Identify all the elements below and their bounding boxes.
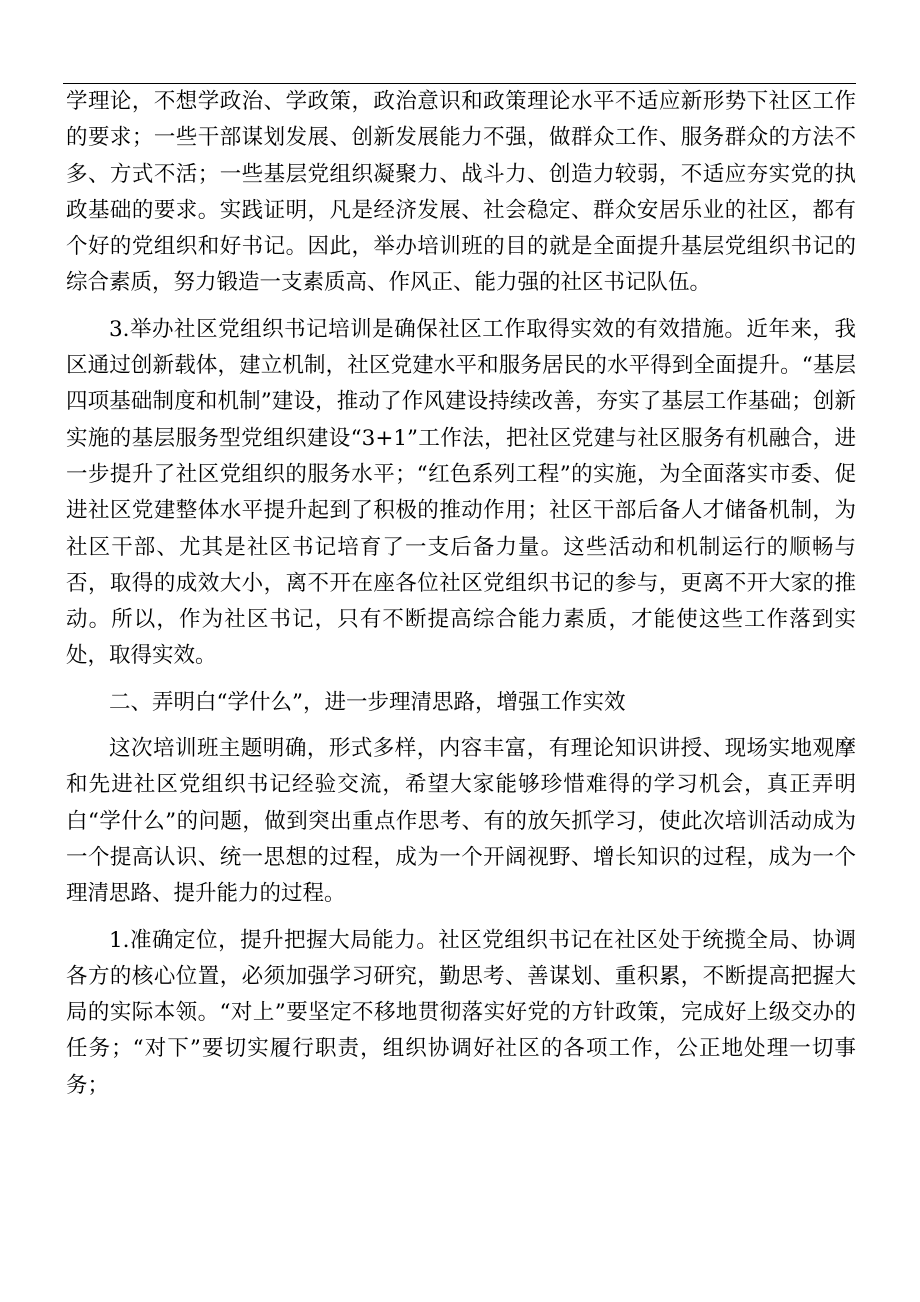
paragraph-section-intro: 这次培训班主题明确，形式多样，内容丰富，有理论知识讲授、现场实地观摩和先进社区党组织书记经验交流，希望大家能够珍惜难得的学习机会，真正弄明白“学什么”的问题，做到突出重点作思考、有的放矢抓学习，使此次培训活动成为一个提高认识、统一思想的过程，成为一个开阔视野、增长知识的过程，成为一个理清思路、提升能力的过程。	[66, 736, 856, 907]
paragraph-item-3: 3.举办社区党组织书记培训是确保社区工作取得实效的有效措施。近年来，我区通过创新载体，建立机制，社区党建水平和服务居民的水平得到全面提升。“基层四项基础制度和机制”建设，推动了作风建设持续改善，夯实了基层工作基础；创新实施的基层服务型党组织建设“3+1”工作法，把社区党建与社区服务有机融合，进一步提升了社区党组织的服务水平；“红色系列工程”的实施，为全面落实市委、促进社区党建整体水平提升起到了积极的推动作用；社区干部后备人才储备机制，为社区干部、尤其是社区书记培育了一支后备力量。这些活动和机制运行的顺畅与否，取得的成效大小，离不开在座各位社区党组织书记的参与，更离不开大家的推动。所以，作为社区书记，只有不断提高综合能力素质，才能使这些工作落到实处，取得实效。	[66, 316, 856, 669]
paragraph-continued: 学理论，不想学政治、学政策，政治意识和政策理论水平不适应新形势下社区工作的要求；一些干部谋划发展、创新发展能力不强，做群众工作、服务群众的方法不多、方式不活；一些基层党组织凝聚力、战斗力、创造力较弱，不适应夯实党的执政基础的要求。实践证明，凡是经济发展、社会稳定、群众安居乐业的社区，都有个好的党组织和好书记。因此，举办培训班的目的就是全面提升基层党组织书记的综合素质，努力锻造一支素质高、作风正、能力强的社区书记队伍。	[66, 89, 856, 296]
section-heading-2: 二、弄明白“学什么”，进一步理清思路，增强工作实效	[109, 689, 626, 715]
document-body	[66, 84, 856, 1104]
paragraph-item-1: 1.准确定位，提升把握大局能力。社区党组织书记在社区处于统揽全局、协调各方的核心位置，必须加强学习研究，勤思考、善谋划、重积累，不断提高把握大局的实际本领。“对上”要坚定不移地贯彻落实好党的方针政策，完成好上级交办的任务；“对下”要切实履行职责，组织协调好社区的各项工作，公正地处理一切事务；	[66, 927, 856, 1098]
